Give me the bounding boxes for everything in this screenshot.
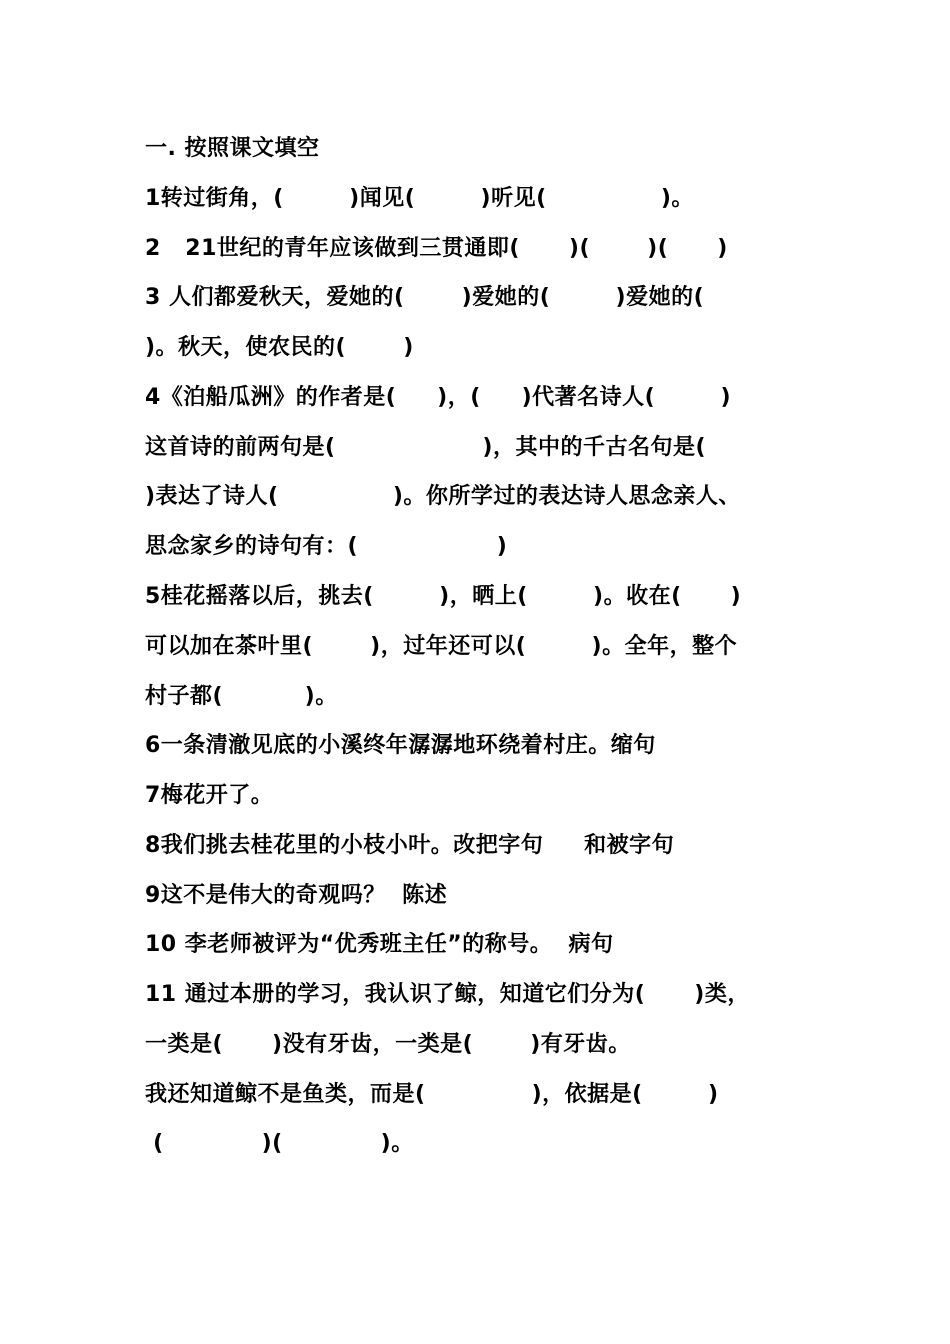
question-line: 8我们挑去桂花里的小枝小叶。改把字句 和被字句: [145, 833, 675, 858]
question-line: )。秋天，使农民的( ): [145, 335, 414, 360]
section-heading: 一. 按照课文填空: [145, 136, 320, 161]
question-line: 一类是( )没有牙齿，一类是( )有牙齿。: [145, 1032, 631, 1057]
question-line: 7梅花开了。: [145, 783, 274, 808]
question-line: 这首诗的前两句是( )，其中的千古名句是(: [145, 435, 707, 460]
question-line: ( )( )。: [145, 1131, 414, 1156]
question-line: 2 21世纪的青年应该做到三贯通即( )( )( ): [145, 236, 728, 261]
question-line: 5桂花摇落以后，挑去( )，晒上( )。收在( ): [145, 584, 742, 609]
question-line: 思念家乡的诗句有：( ): [145, 534, 508, 559]
question-line: 4《泊船瓜洲》的作者是( )，( )代著名诗人( ): [145, 385, 732, 410]
question-line: 6一条清澈见底的小溪终年潺潺地环绕着村庄。缩句: [145, 733, 656, 758]
question-line: 可以加在茶叶里( )，过年还可以( )。全年，整个: [145, 634, 738, 659]
question-line: 10 李老师被评为“优秀班主任”的称号。 病句: [145, 932, 614, 957]
question-line: 9这不是伟大的奇观吗？ 陈述: [145, 883, 448, 908]
question-line: 我还知道鲸不是鱼类，而是( )，依据是( ): [145, 1082, 719, 1107]
question-line: 3 人们都爱秋天，爱她的( )爱她的( )爱她的(: [145, 285, 705, 310]
question-line: 11 通过本册的学习，我认识了鲸，知道它们分为( )类，: [145, 982, 750, 1007]
question-line: )表达了诗人( )。你所学过的表达诗人思念亲人、: [145, 484, 741, 509]
question-line: 1转过街角，( )闻见( )听见( )。: [145, 186, 694, 211]
question-line: 村子都( )。: [145, 684, 338, 709]
